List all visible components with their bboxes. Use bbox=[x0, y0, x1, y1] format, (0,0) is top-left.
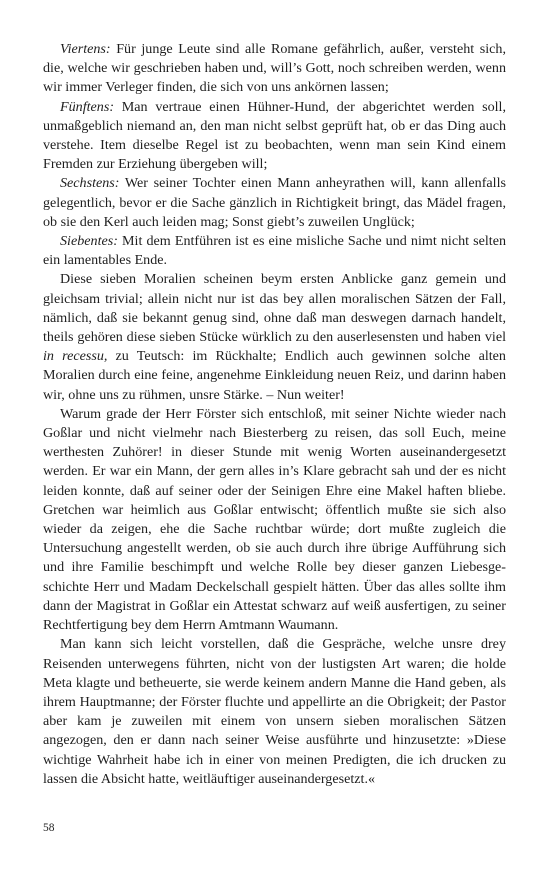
text-run: Für junge Leute sind alle Romane gefährlich, außer, versteht sich, die, welche wir geschrieben haben und, will’s Gott, noch schreiben werden, wenn wir immer Verleger finden, die sich von uns ankörnen lassen; bbox=[43, 41, 506, 96]
italic-text: Sechstens: bbox=[60, 175, 120, 192]
italic-text: Viertens: bbox=[60, 41, 111, 57]
paragraph bbox=[43, 174, 506, 232]
italic-text: Siebentes: bbox=[60, 233, 118, 250]
paragraph bbox=[43, 98, 506, 175]
italic-text: Fünftens: bbox=[60, 98, 115, 115]
text-run: Mit dem Entführen ist es eine misliche Sache und nimt nicht selten ein lamentables Ende. bbox=[43, 233, 506, 269]
body-text bbox=[43, 40, 506, 789]
text-run: zu Teutsch: im Rückhalte; Endlich auch gewinnen solche alten Moralien durch eine feine, angenehme Einkleidung neuen Reiz, und darinn haben wir, ohne uns zu rühmen, unsre Stärke. – Nun weiter! bbox=[43, 348, 506, 403]
page-number: 58 bbox=[43, 822, 55, 834]
paragraph bbox=[43, 40, 506, 98]
text-run: Man kann sich leicht vorstellen, daß die Gespräche, welche unsre drey Reisenden unterwegens führten, nicht von der lustigsten Art waren; die holde Meta klagte und betheuerte, sie werde keinem andern Manne die Hand geben, als ihrem Hauptmanne; der Förster fluchte und appellirte an die Obrigkeit; der Pastor aber kam je zuweilen mit einem von unsern sieben moralischen Sätzen angezogen, den er dann nach seiner Weise ausführte und hinzusetzte: »Diese wichtige Wahrheit habe ich in einer von meinen Predigten, die ich drucken zu lassen die Absicht hatte, weitläuftiger auseinandergesetzt.« bbox=[43, 636, 506, 787]
text-run: Wer seiner Tochter einen Mann anheyrathen will, kann allenfalls gelegentlich, bevor er die Sache gänzlich in Richtigkeit bringt, das Mädel fragen, ob sie den Kerl auch leiden mag; Sonst giebt’s zuweilen Unglück; bbox=[43, 175, 506, 230]
paragraph bbox=[43, 635, 506, 789]
paragraph bbox=[43, 270, 506, 404]
paragraph bbox=[43, 232, 506, 270]
text-run: Diese sieben Moralien scheinen beym ersten Anblicke ganz gemein und gleichsam trivial; allein nicht nur ist das bey allen moralischen Sätzen der Fall, nämlich, daß sie bekannt genug sind, ohne daß man deswegen darnach handelt, theils gehören diese sieben Stücke würklich zu den auserlesensten und haben viel bbox=[43, 271, 506, 346]
italic-text: in recessu, bbox=[43, 348, 108, 365]
text-run: Man vertraue einen Hühner-Hund, der abgerichtet werden soll, unmaßgeblich niemand an, den man nicht selbst geprüft hat, ob er das Ding auch verstehe. Item dieselbe Regel ist zu beobachten, wenn man sein Kind einem Fremden zur Erziehung übergeben will; bbox=[43, 98, 506, 173]
text-run: Warum grade der Herr Förster sich entschloß, mit seiner Nichte wieder nach Goßlar und nicht vielmehr nach Biesterberg zu reisen, das soll Euch, meine werthesten Zuhörer! in dieser Stunde mit wenig Worten auseinandergesetzt werden. Er war ein Mann, der gern alles in’s Klare gebracht sah und der es nicht leiden konnte, daß auf seiner oder der Seinigen Ehre eine Makel haften bliebe. Gretchen war heimlich aus Goßlar entwischt; öffentlich mußte sie sich also wieder da zeigen, ehe die Sache ruchtbar würde; dort mußte zugleich die Untersuchung angestellt werden, ob sie auch durch ihre übrige Aufführung sich und ihre Familie beschimpft und welche Rolle bey dieser ganzen Liebesgeschichte Herr und Madam Deckelschall gespielt hätten. Über das alles sollte ihm dann der Magistrat in Goßlar ein Attestat schwarz auf weiß ausfertigen, zu seiner Rechtfertigung bey dem Herrn Amtmann Waumann. bbox=[43, 405, 506, 634]
paragraph bbox=[43, 405, 506, 635]
